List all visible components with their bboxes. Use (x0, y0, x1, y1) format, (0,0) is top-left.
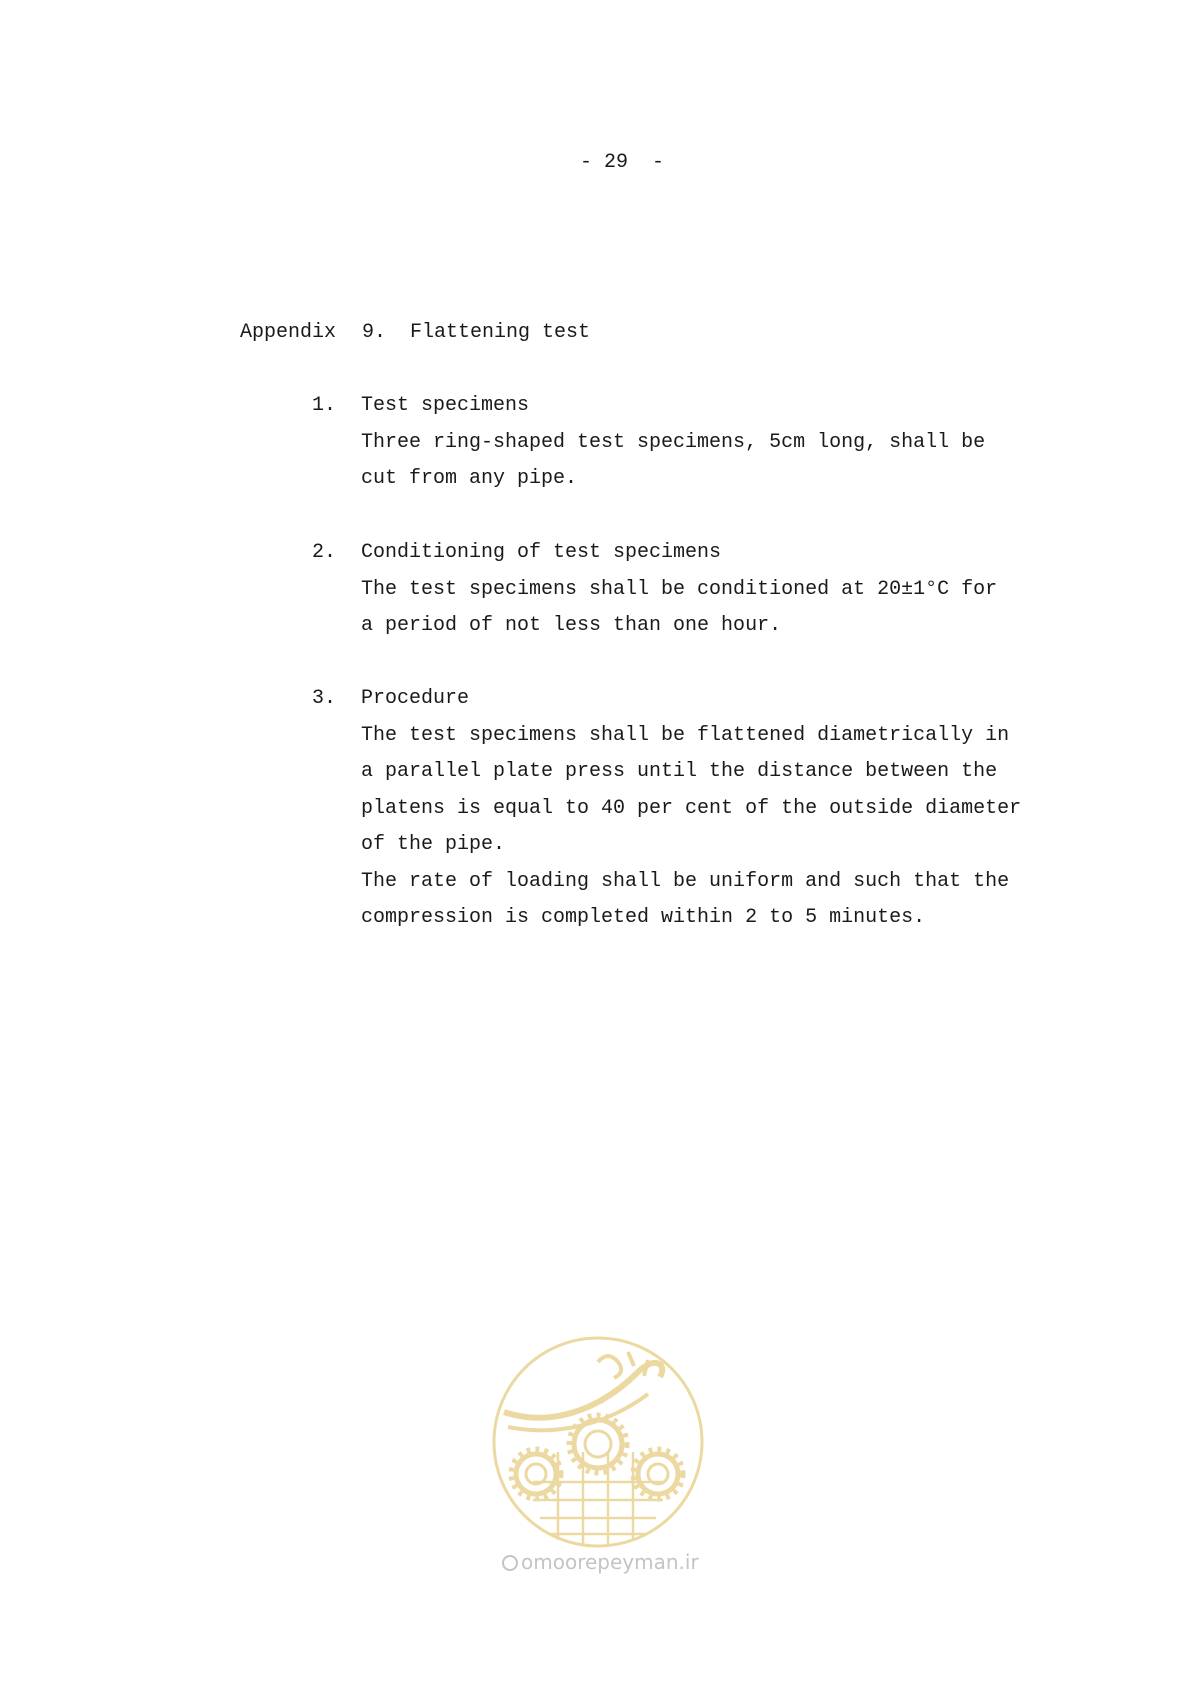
watermark-url: omoorepeyman.ir (521, 1550, 699, 1574)
section-heading: Conditioning of test specimens (361, 541, 722, 564)
section-body (361, 681, 1072, 937)
section-text-line: platens is equal to 40 per cent of the outside diameter (361, 796, 1022, 820)
page-number: - 29 - (580, 151, 665, 174)
section-text-line: The rate of loading shall be uniform and such that the (361, 869, 1010, 893)
section-text-line: of the pipe. (361, 833, 506, 856)
section-number: 3. (312, 687, 337, 710)
section-test-specimens (312, 388, 1072, 498)
section-text-line: compression is completed within 2 to 5 minutes. (361, 906, 926, 929)
section-text-line: Three ring-shaped test specimens, 5cm long, shall be (361, 430, 986, 454)
appendix-label: Appendix (240, 321, 337, 344)
section-heading: Test specimens (361, 394, 530, 417)
section-number: 2. (312, 541, 337, 564)
section-body (361, 388, 1072, 498)
appendix-heading (240, 321, 590, 344)
section-body (361, 535, 1072, 645)
section-heading: Procedure (361, 687, 470, 710)
section-conditioning (312, 535, 1072, 645)
section-text-line: The test specimens shall be conditioned at 20±1°C for (361, 577, 998, 601)
watermark-seal-icon (488, 1332, 708, 1552)
appendix-number: 9. (362, 321, 387, 344)
section-text-line: cut from any pipe. (361, 467, 578, 490)
section-text-line: a period of not less than one hour. (361, 614, 782, 637)
section-text-line: a parallel plate press until the distance between the (361, 760, 998, 783)
section-procedure (312, 681, 1072, 937)
watermark-text (502, 1550, 699, 1574)
section-text-line: The test specimens shall be flattened diametrically in (361, 723, 1010, 747)
globe-icon (502, 1555, 518, 1571)
section-number: 1. (312, 394, 337, 417)
appendix-title: Flattening test (410, 321, 591, 344)
